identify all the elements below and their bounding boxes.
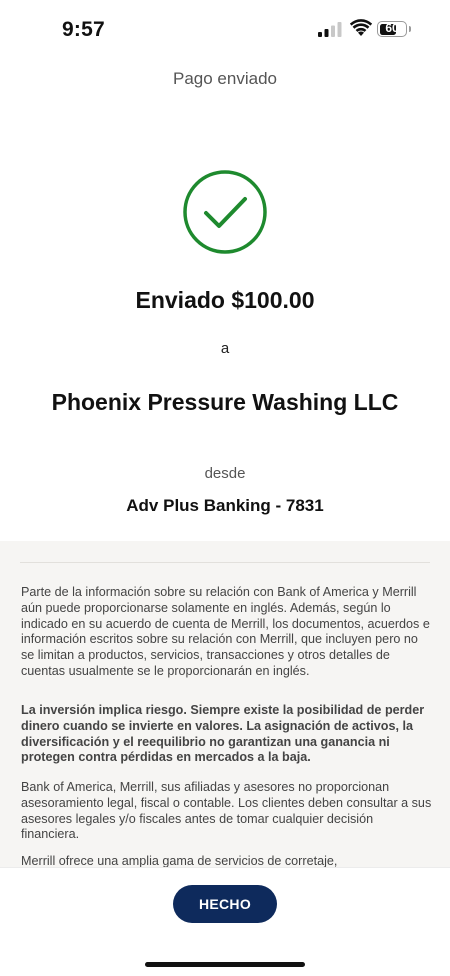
battery-nub: [409, 26, 411, 32]
disclosure-paragraph-services: Merrill ofrece una amplia gama de servicios de corretaje,: [21, 854, 338, 867]
status-time: 9:57: [62, 18, 105, 41]
battery-level: 60: [385, 21, 399, 35]
divider: [20, 562, 430, 563]
recipient-name: Phoenix Pressure Washing LLC: [51, 389, 399, 415]
home-indicator[interactable]: [145, 962, 305, 967]
done-button[interactable]: HECHO: [173, 885, 277, 923]
sent-amount: Enviado $100.00: [135, 287, 315, 313]
to-label: a: [220, 340, 230, 357]
wifi-icon: [350, 19, 372, 37]
disclosure-paragraph-language: Parte de la información sobre su relación con Bank of America y Merrill aún puede proporcionarse solamente en inglés. Además, según lo indicado en su acuerdo de cuenta de Merrill, los documentos, acuerdos e información escritos sobre su relación con Merrill, que incluyen pero no se limitan a productos, servicios, transacciones y otros detalles de cuentas usualmente se le proporcionarán en inglés.: [21, 585, 430, 678]
disclosure-paragraph-risk: La inversión implica riesgo. Siempre existe la posibilidad de perder dinero cuando se invierte en valores. La asignación de activos, la diversificación y el reequilibrio no garantizan una ganancia ni protegen contra pérdidas en mercados a la baja.: [21, 703, 425, 765]
disclosure-section[interactable]: [0, 541, 450, 867]
from-label: desde: [204, 465, 246, 482]
disclosure-paragraph-advice: Bank of America, Merrill, sus afiliadas y asesores no proporcionan asesoramiento legal, fiscal o contable. Los clientes deben consultar a sus asesores legales y/o fiscales antes de tomar cualquier decisión financiera.: [21, 780, 432, 842]
source-account: Adv Plus Banking - 7831: [126, 496, 324, 515]
check-circle-icon: [182, 169, 268, 255]
page-title: Pago enviado: [173, 69, 277, 88]
signal-icon: [318, 22, 342, 37]
battery-icon: [377, 21, 407, 37]
status-bar: [0, 0, 450, 62]
